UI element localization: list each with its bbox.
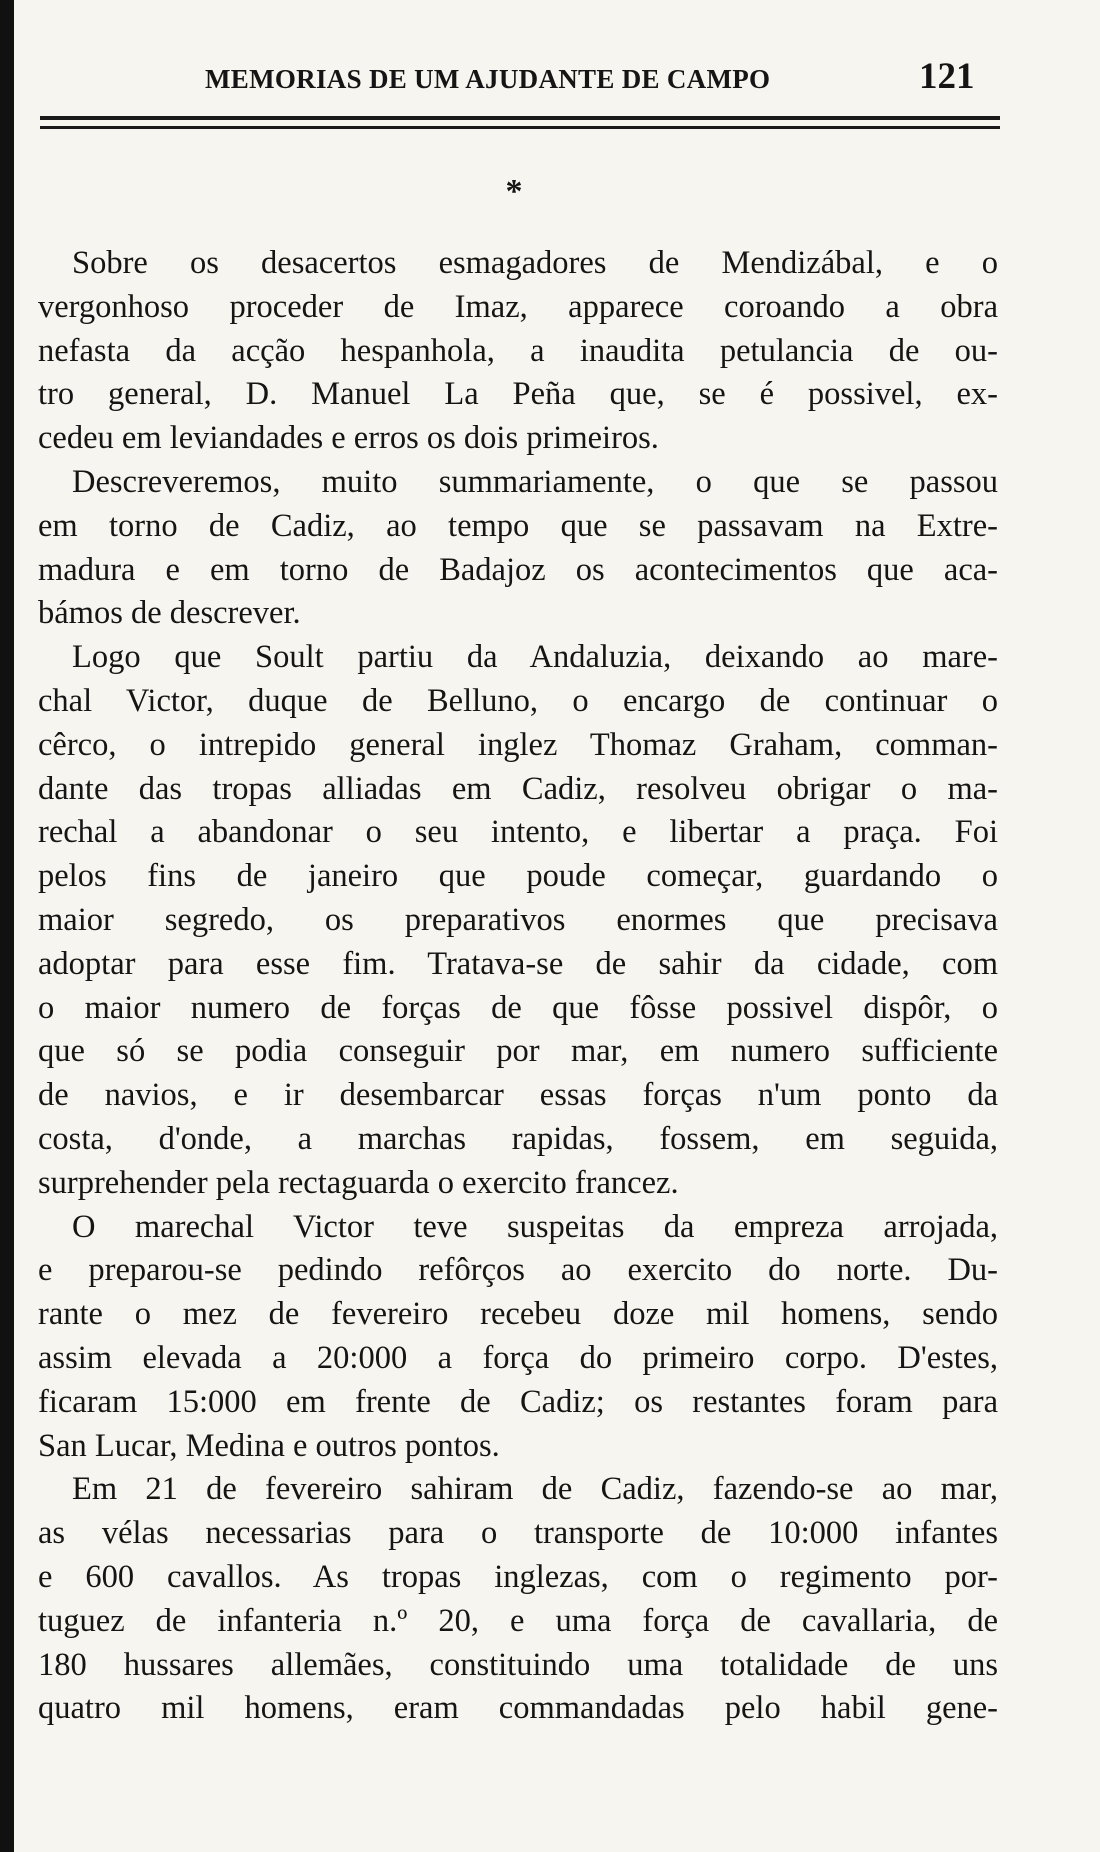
text-line: de navios, e ir desembarcar essas forças n'um ponto da (38, 1077, 998, 1114)
running-title: MEMORIAS DE UM AJUDANTE DE CAMPO (205, 64, 771, 94)
page-number: 121 (919, 56, 975, 97)
text-line: que só se podia conseguir por mar, em numero sufficiente (38, 1033, 998, 1070)
text-line: e preparou-se pedindo refôrços ao exercito do norte. Du- (38, 1252, 998, 1289)
text-line: pelos fins de janeiro que poude começar, guardando o (38, 858, 998, 895)
text-line: 180 hussares allemães, constituindo uma totalidade de uns (38, 1646, 998, 1683)
text-line: San Lucar, Medina e outros pontos. (38, 1427, 500, 1464)
text-line: cêrco, o intrepido general inglez Thomaz Graham, comman- (38, 726, 998, 763)
text-line: cedeu em leviandades e erros os dois primeiros. (38, 420, 659, 457)
text-line: Sobre os desacertos esmagadores de Mendizábal, e o (72, 245, 998, 281)
text-line: dante das tropas alliadas em Cadiz, resolveu obrigar o ma- (38, 770, 998, 807)
text-line: Em 21 de fevereiro sahiram de Cadiz, fazendo-se ao mar, (72, 1471, 998, 1508)
header-rule-bottom (40, 126, 1000, 129)
text-line: o maior numero de forças de que fôsse possivel dispôr, o (38, 989, 998, 1026)
page-edge-shadow (0, 0, 14, 1852)
text-line: adoptar para esse fim. Tratava-se de sahir da cidade, com (38, 945, 998, 982)
text-line: costa, d'onde, a marchas rapidas, fossem, em seguida, (38, 1120, 998, 1157)
text-line: assim elevada a 20:000 a força do primeiro corpo. D'estes, (38, 1339, 998, 1376)
running-header (40, 52, 1000, 102)
text-line: Logo que Soult partiu da Andaluzia, deixando ao mare- (72, 639, 998, 676)
text-line: quatro mil homens, eram commandadas pelo habil gene- (38, 1690, 998, 1727)
text-line: vergonhoso proceder de Imaz, apparece coroando a obra (38, 288, 998, 325)
text-line: Descreveremos, muito summariamente, o que se passou (72, 463, 998, 500)
text-line: chal Victor, duque de Belluno, o encargo de continuar o (38, 682, 998, 719)
text-line: ficaram 15:000 em frente de Cadiz; os restantes foram para (38, 1383, 998, 1420)
text-line: as vélas necessarias para o transporte de 10:000 infantes (38, 1515, 998, 1552)
text-line: nefasta da acção hespanhola, a inaudita petulancia de ou- (38, 332, 998, 369)
text-line: rechal a abandonar o seu intento, e libertar a praça. Foi (38, 814, 998, 851)
text-line: rante o mez de fevereiro recebeu doze mil homens, sendo (38, 1296, 998, 1333)
header-rule-top (40, 116, 1000, 120)
text-line: madura e em torno de Badajoz os acontecimentos que aca- (38, 551, 998, 588)
section-ornament: * (505, 173, 523, 210)
text-line: maior segredo, os preparativos enormes que precisava (38, 901, 998, 938)
body-text (38, 242, 998, 1731)
text-line: em torno de Cadiz, ao tempo que se passavam na Extre- (38, 507, 998, 544)
text-line: bámos de descrever. (38, 595, 301, 632)
text-line: tuguez de infanteria n.º 20, e uma força de cavallaria, de (38, 1602, 998, 1639)
text-line: tro general, D. Manuel La Peña que, se é possivel, ex- (38, 376, 998, 413)
text-line: e 600 cavallos. As tropas inglezas, com o regimento por- (38, 1558, 998, 1595)
text-line: O marechal Victor teve suspeitas da empreza arrojada, (72, 1208, 998, 1245)
text-line: surprehender pela rectaguarda o exercito francez. (38, 1164, 679, 1201)
